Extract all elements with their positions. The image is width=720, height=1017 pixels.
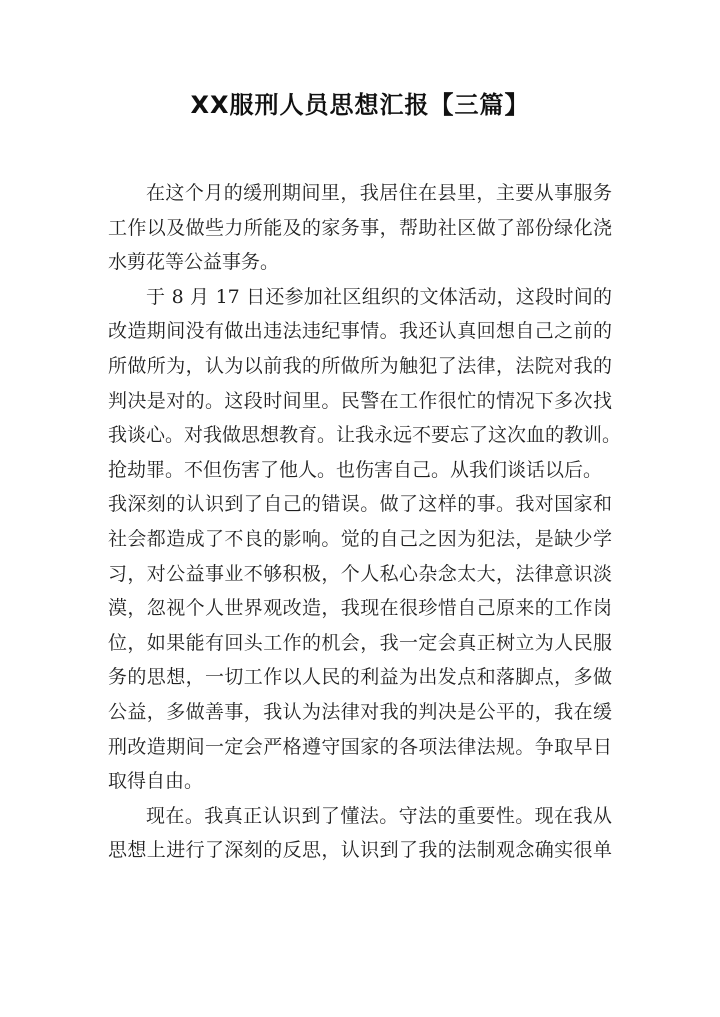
paragraph (108, 280, 622, 799)
text-line: 务的思想，一切工作以人民的利益为出发点和落脚点，多做 (108, 666, 612, 689)
paragraph (108, 176, 612, 280)
text-line: 改造期间没有做出违法违纪事情。我还认真回想自己之前的 (108, 320, 612, 343)
text-line: 工作以及做些力所能及的家务事，帮助社区做了部份绿化浇 (108, 216, 612, 239)
text-line: 社会都造成了不良的影响。觉的自己之因为犯法，是缺少学 (108, 527, 612, 550)
text-line: 漠，忽视个人世界观改造，我现在很珍惜自己原来的工作岗 (108, 597, 612, 620)
text-line: 水剪花等公益事务。 (108, 251, 280, 274)
text-line: 取得自由。 (108, 770, 204, 793)
text-line: 判决是对的。这段时间里。民警在工作很忙的情况下多次找 (108, 389, 612, 412)
text-line: 位，如果能有回头工作的机会，我一定会真正树立为人民服 (108, 631, 612, 654)
document-body (108, 176, 622, 868)
text-line: 现在。我真正认识到了懂法。守法的重要性。现在我从 (146, 804, 612, 827)
text-line: 在这个月的缓刑期间里，我居住在县里，主要从事服务 (146, 182, 612, 204)
text-line: 刑改造期间一定会严格遵守国家的各项法律法规。争取早日 (108, 735, 612, 758)
text-line: 于 8 月 17 日还参加社区组织的文体活动，这段时间的 (146, 285, 612, 308)
text-line: 我深刻的认识到了自己的错误。做了这样的事。我对国家和 (108, 493, 612, 516)
text-line: 思想上进行了深刻的反思，认识到了我的法制观念确实很单 (108, 839, 612, 862)
document-title: XX服刑人员思想汇报【三篇】 (190, 91, 530, 119)
text-line: 抢劫罪。不但伤害了他人。也伤害自己。从我们谈话以后。 (108, 458, 603, 481)
text-line: 我谈心。对我做思想教育。让我永远不要忘了这次血的教训。 (108, 424, 622, 447)
text-line: 所做所为，认为以前我的所做所为触犯了法律，法院对我的 (108, 354, 612, 377)
text-line: 习，对公益事业不够积极，个人私心杂念太大，法律意识淡 (108, 562, 612, 585)
text-line: 公益，多做善事，我认为法律对我的判决是公平的，我在缓 (108, 700, 612, 723)
paragraph (108, 799, 612, 868)
